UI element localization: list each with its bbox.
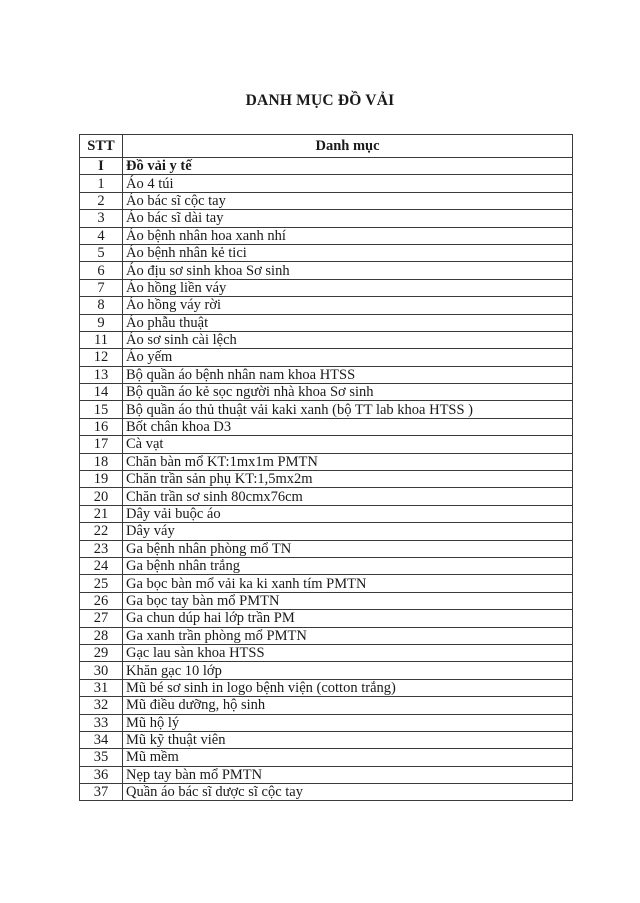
- table-row: [80, 366, 573, 383]
- row-stt: 7: [80, 279, 123, 296]
- page-title: DANH MỤC ĐỒ VẢI: [245, 92, 395, 109]
- row-stt: 1: [80, 175, 123, 192]
- table-row: [80, 401, 573, 418]
- row-stt: 3: [80, 210, 123, 227]
- table-row: [80, 244, 573, 261]
- row-stt: 24: [80, 557, 123, 574]
- row-stt: 35: [80, 749, 123, 766]
- table-row: [80, 210, 573, 227]
- row-name: Áo bệnh nhân hoa xanh nhí: [123, 227, 573, 244]
- row-name: Dây váy: [123, 523, 573, 540]
- row-name: Áo bác sĩ cộc tay: [123, 192, 573, 209]
- table-row: [80, 297, 573, 314]
- table-row: [80, 644, 573, 661]
- header-category: Danh mục: [123, 135, 573, 158]
- table-row: [80, 192, 573, 209]
- row-name: Áo hồng liền váy: [123, 279, 573, 296]
- row-stt: 21: [80, 505, 123, 522]
- row-name: Ga chun dúp hai lớp trần PM: [123, 610, 573, 627]
- row-name: Chăn trần sơ sinh 80cmx76cm: [123, 488, 573, 505]
- row-stt: 25: [80, 575, 123, 592]
- table-row: [80, 453, 573, 470]
- row-name: Mũ mềm: [123, 749, 573, 766]
- row-name: Áo bác sĩ dài tay: [123, 210, 573, 227]
- row-name: Nẹp tay bàn mổ PMTN: [123, 766, 573, 783]
- row-name: Quần áo bác sĩ dược sĩ cộc tay: [123, 784, 573, 801]
- row-name: Mũ bé sơ sinh in logo bệnh viện (cotton trắng): [123, 679, 573, 696]
- table-row: [80, 784, 573, 801]
- table-row: [80, 279, 573, 296]
- row-stt: 14: [80, 384, 123, 401]
- row-stt: 36: [80, 766, 123, 783]
- row-name: Áo yếm: [123, 349, 573, 366]
- row-stt: 20: [80, 488, 123, 505]
- row-name: Áo phẫu thuật: [123, 314, 573, 331]
- row-stt: 4: [80, 227, 123, 244]
- row-stt: 31: [80, 679, 123, 696]
- row-name: Ga bọc tay bàn mổ PMTN: [123, 592, 573, 609]
- row-stt: 28: [80, 627, 123, 644]
- row-name: Bộ quần áo thủ thuật vải kaki xanh (bộ TT lab khoa HTSS ): [123, 401, 573, 418]
- row-stt: 29: [80, 644, 123, 661]
- table-row: [80, 749, 573, 766]
- row-stt: 22: [80, 523, 123, 540]
- row-name: Bộ quần áo bệnh nhân nam khoa HTSS: [123, 366, 573, 383]
- row-stt: 9: [80, 314, 123, 331]
- row-stt: 12: [80, 349, 123, 366]
- table-row: [80, 731, 573, 748]
- row-stt: 27: [80, 610, 123, 627]
- row-name: Mũ hộ lý: [123, 714, 573, 731]
- table-row: [80, 488, 573, 505]
- row-name: Áo bệnh nhân kẻ tici: [123, 244, 573, 261]
- table-row: [80, 262, 573, 279]
- table-body: [80, 158, 573, 801]
- table-row: [80, 766, 573, 783]
- row-stt: 33: [80, 714, 123, 731]
- row-stt: 13: [80, 366, 123, 383]
- section-name: Đồ vải y tế: [123, 158, 573, 175]
- table-row: [80, 227, 573, 244]
- table-row: [80, 436, 573, 453]
- table-row: [80, 331, 573, 348]
- table-row: [80, 627, 573, 644]
- row-stt: 18: [80, 453, 123, 470]
- header-stt: STT: [80, 135, 123, 158]
- row-name: Chăn trần sản phụ KT:1,5mx2m: [123, 471, 573, 488]
- table-row: [80, 314, 573, 331]
- row-name: Ga bọc bàn mổ vải ka ki xanh tím PMTN: [123, 575, 573, 592]
- table-header-row: [80, 135, 573, 158]
- catalog-table: [79, 134, 573, 801]
- section-stt: I: [80, 158, 123, 175]
- table-row: [80, 610, 573, 627]
- row-name: Áo hồng váy rời: [123, 297, 573, 314]
- table-row: [80, 418, 573, 435]
- table-row: [80, 714, 573, 731]
- row-name: Khăn gạc 10 lớp: [123, 662, 573, 679]
- row-stt: 5: [80, 244, 123, 261]
- row-stt: 37: [80, 784, 123, 801]
- table-row: [80, 540, 573, 557]
- row-name: Ga xanh trần phòng mổ PMTN: [123, 627, 573, 644]
- table-row: [80, 384, 573, 401]
- table-row: [80, 175, 573, 192]
- row-name: Bộ quần áo kẻ sọc người nhà khoa Sơ sinh: [123, 384, 573, 401]
- table-row: [80, 697, 573, 714]
- table-row: [80, 505, 573, 522]
- row-stt: 17: [80, 436, 123, 453]
- row-stt: 19: [80, 471, 123, 488]
- row-stt: 32: [80, 697, 123, 714]
- row-name: Mũ kỹ thuật viên: [123, 731, 573, 748]
- section-row: [80, 158, 573, 175]
- table-row: [80, 471, 573, 488]
- table-row: [80, 592, 573, 609]
- row-name: Cà vạt: [123, 436, 573, 453]
- table-row: [80, 679, 573, 696]
- row-stt: 11: [80, 331, 123, 348]
- row-name: Gạc lau sàn khoa HTSS: [123, 644, 573, 661]
- row-stt: 6: [80, 262, 123, 279]
- row-stt: 30: [80, 662, 123, 679]
- row-name: Áo 4 túi: [123, 175, 573, 192]
- row-name: Dây vải buộc áo: [123, 505, 573, 522]
- table-row: [80, 523, 573, 540]
- table-row: [80, 349, 573, 366]
- row-name: Bốt chân khoa D3: [123, 418, 573, 435]
- table-row: [80, 575, 573, 592]
- table-row: [80, 557, 573, 574]
- row-name: Ga bệnh nhân phòng mổ TN: [123, 540, 573, 557]
- row-name: Mũ điều dưỡng, hộ sinh: [123, 697, 573, 714]
- table-row: [80, 662, 573, 679]
- row-stt: 15: [80, 401, 123, 418]
- row-stt: 16: [80, 418, 123, 435]
- row-name: Chăn bàn mổ KT:1mx1m PMTN: [123, 453, 573, 470]
- row-stt: 2: [80, 192, 123, 209]
- row-stt: 34: [80, 731, 123, 748]
- row-stt: 23: [80, 540, 123, 557]
- row-stt: 26: [80, 592, 123, 609]
- row-name: Ga bệnh nhân trắng: [123, 557, 573, 574]
- row-name: Áo sơ sinh cài lệch: [123, 331, 573, 348]
- row-stt: 8: [80, 297, 123, 314]
- row-name: Áo địu sơ sinh khoa Sơ sinh: [123, 262, 573, 279]
